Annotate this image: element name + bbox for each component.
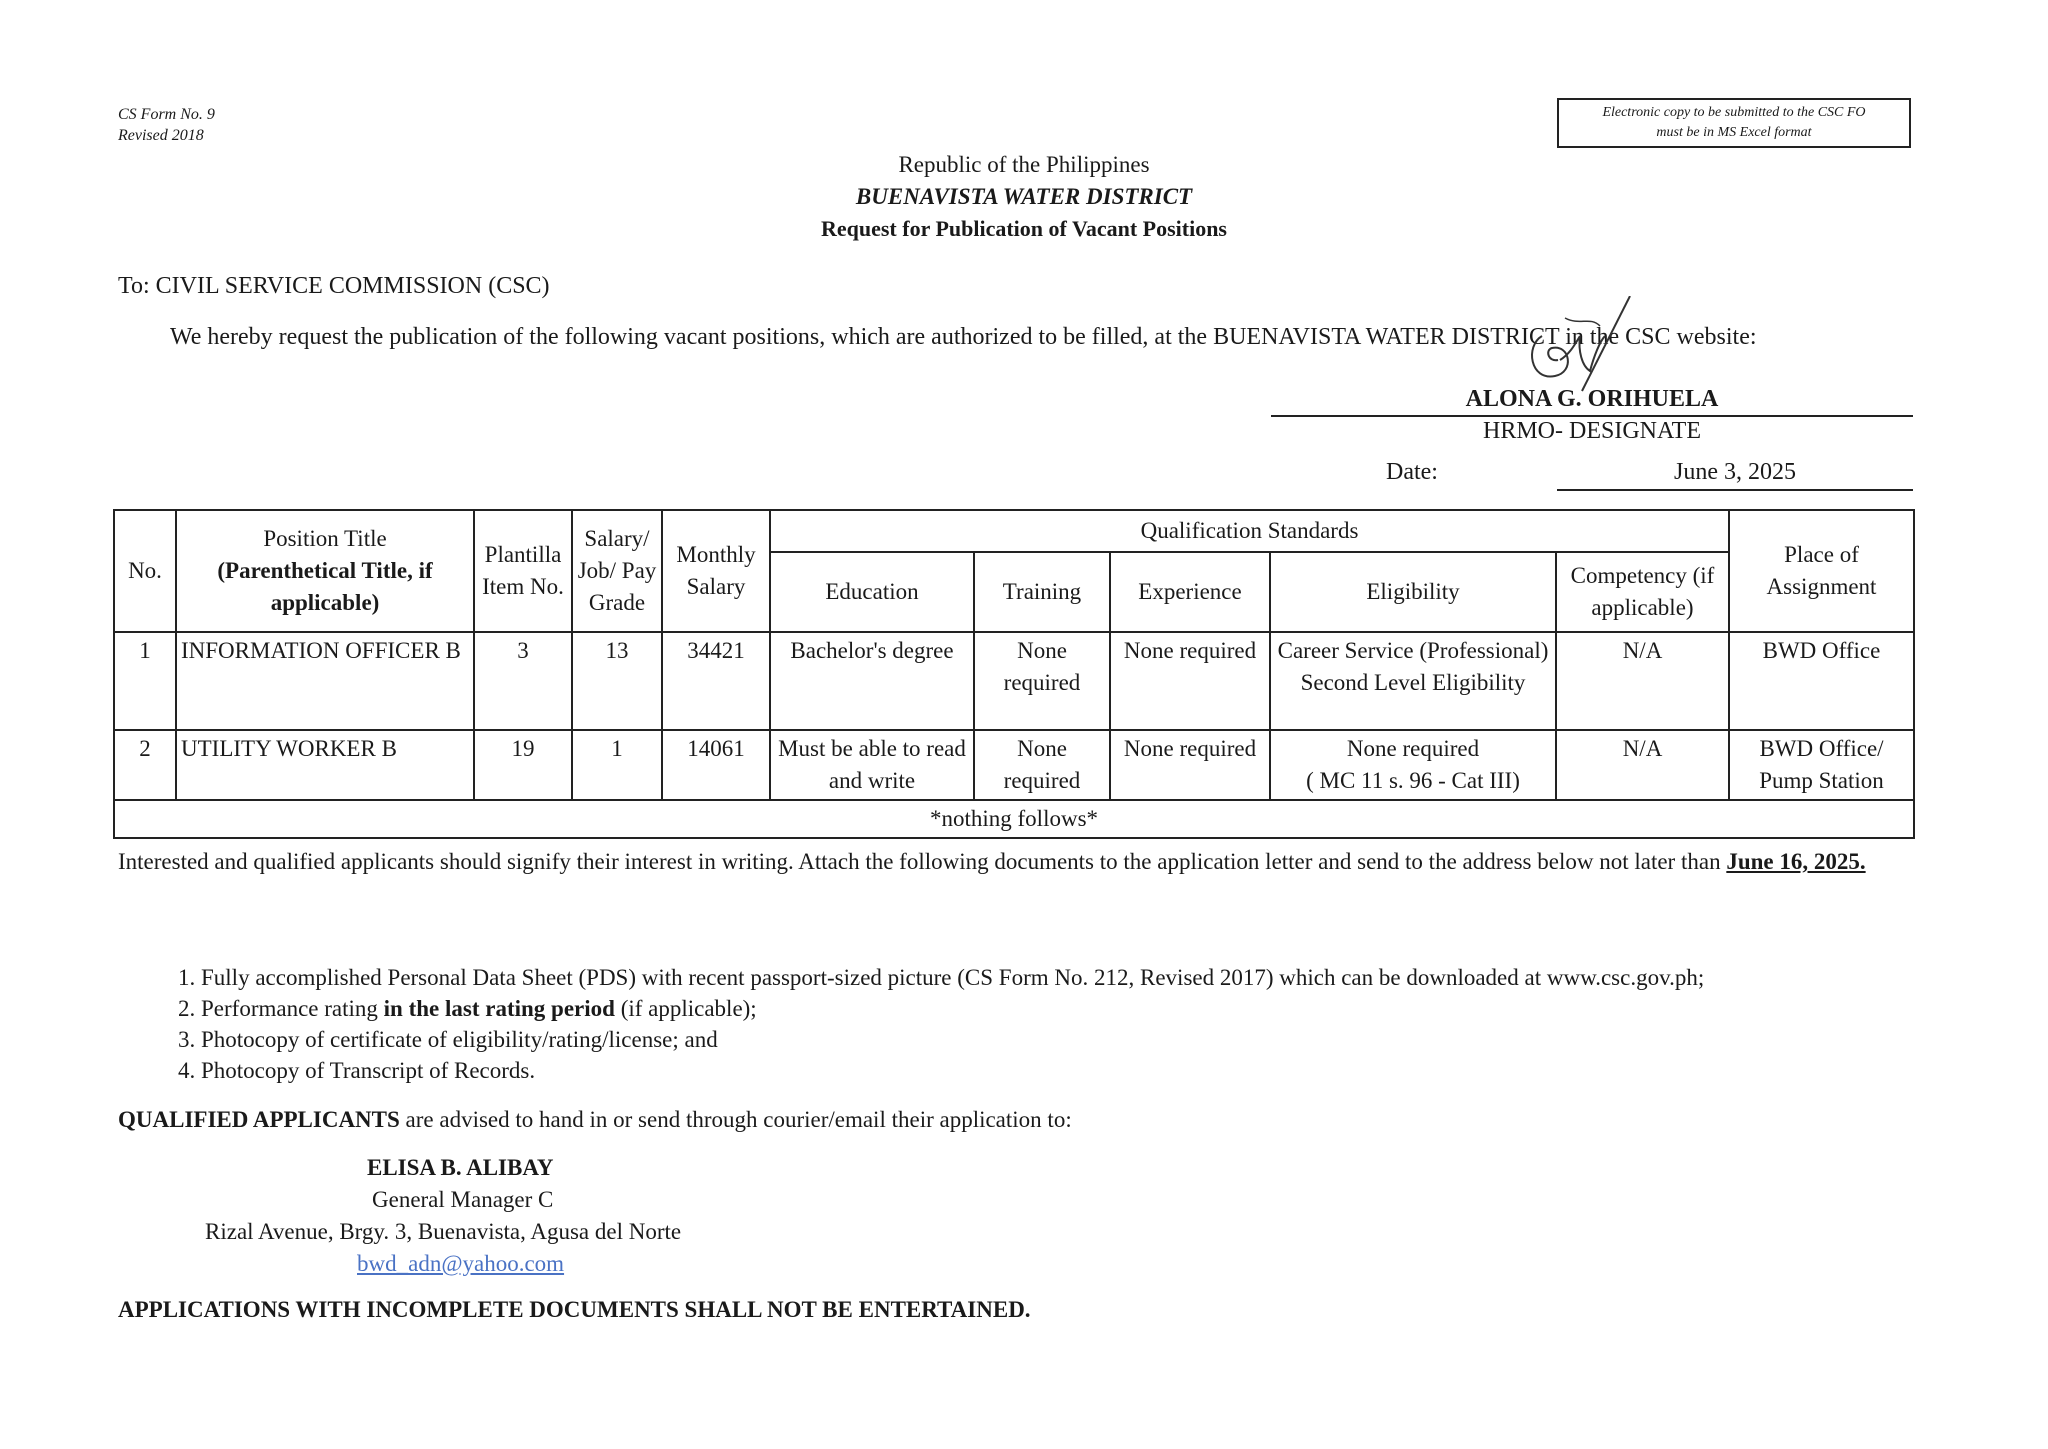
row-eligibility (1270, 730, 1556, 800)
contact-name: ELISA B. ALIBAY (367, 1155, 554, 1180)
instructions-text: Interested and qualified applicants should signify their interest in writing. Attach the following documents to the application letter and send to the address below not later than (118, 849, 1721, 874)
header-education: Education (770, 552, 974, 632)
list-item-text: (if applicable); (614, 996, 757, 1021)
instructions-paragraph (118, 845, 1918, 878)
header-monthly-salary: Monthly Salary (662, 510, 770, 632)
table-row (114, 730, 1914, 800)
date-label: Date: (1386, 459, 1438, 485)
electronic-copy-note (1557, 98, 1911, 148)
row-experience: None required (1110, 730, 1270, 800)
signatory-name: ALONA G. ORIHUELA (1465, 386, 1719, 412)
row-salary: 14061 (662, 730, 770, 800)
header-plantilla: Plantilla Item No. (474, 510, 572, 632)
header-competency: Competency (if applicable) (1556, 552, 1729, 632)
row-training: None required (974, 730, 1110, 800)
addressee: To: CIVIL SERVICE COMMISSION (CSC) (118, 273, 550, 299)
row-place: BWD Office/ Pump Station (1729, 730, 1914, 800)
row-no: 1 (114, 632, 176, 730)
deadline: June 16, 2025. (1726, 849, 1866, 874)
row-eligibility-line2: ( MC 11 s. 96 - Cat III) (1306, 768, 1520, 793)
list-item (178, 993, 1704, 1024)
table-footer-row (114, 800, 1914, 838)
nothing-follows: *nothing follows* (114, 800, 1914, 838)
table-header-row (114, 510, 1914, 552)
form-number: CS Form No. 9 (118, 106, 215, 123)
header-eligibility: Eligibility (1270, 552, 1556, 632)
header-parenthetical: (Parenthetical Title, if applicable) (217, 558, 433, 615)
incomplete-documents-warning: APPLICATIONS WITH INCOMPLETE DOCUMENTS SHALL NOT BE ENTERTAINED. (118, 1297, 1031, 1322)
request-text: We hereby request the publication of the following vacant positions, which are authorized to be filled, at the BUENAVISTA WATER DISTRICT in the CSC website: (170, 324, 1757, 350)
header-salary-grade: Salary/ Job/ Pay Grade (572, 510, 662, 632)
date-line (1557, 489, 1913, 491)
list-item-bold: in the last rating period (383, 996, 615, 1021)
row-place: BWD Office (1729, 632, 1914, 730)
row-experience: None required (1110, 632, 1270, 730)
qualified-applicants-note (118, 1107, 1072, 1133)
row-plantilla: 19 (474, 730, 572, 800)
qualified-text: are advised to hand in or send through courier/email their application to: (399, 1107, 1072, 1132)
row-salary: 34421 (662, 632, 770, 730)
contact-address: Rizal Avenue, Brgy. 3, Buenavista, Agusa del Norte (205, 1219, 682, 1244)
row-eligibility: Career Service (Professional) Second Level Eligibility (1270, 632, 1556, 730)
signature-line (1271, 415, 1913, 417)
row-education: Bachelor's degree (770, 632, 974, 730)
republic-heading: Republic of the Philippines (898, 152, 1150, 177)
contact-email-link[interactable]: bwd_adn@yahoo.com (357, 1251, 565, 1276)
header-training: Training (974, 552, 1110, 632)
header-qualification-standards: Qualification Standards (770, 510, 1729, 552)
qualified-label: QUALIFIED APPLICANTS (118, 1107, 400, 1132)
table-row (114, 632, 1914, 730)
agency-heading: BUENAVISTA WATER DISTRICT (855, 184, 1193, 209)
header-position-title (176, 510, 474, 632)
signatory-title: HRMO- DESIGNATE (1483, 418, 1701, 444)
header-experience: Experience (1110, 552, 1270, 632)
row-no: 2 (114, 730, 176, 800)
row-grade: 13 (572, 632, 662, 730)
header-place: Place of Assignment (1729, 510, 1914, 632)
electronic-note-line1: Electronic copy to be submitted to the CSC FO (1602, 105, 1866, 120)
list-item-text: 2. Performance rating (178, 996, 384, 1021)
vacant-positions-table (113, 509, 1915, 839)
row-competency: N/A (1556, 730, 1729, 800)
document-title: Request for Publication of Vacant Positions (820, 216, 1227, 241)
date-value: June 3, 2025 (1674, 459, 1796, 485)
list-item: 4. Photocopy of Transcript of Records. (178, 1058, 536, 1083)
row-training: None required (974, 632, 1110, 730)
list-item: 3. Photocopy of certificate of eligibility/rating/license; and (178, 1027, 718, 1052)
row-grade: 1 (572, 730, 662, 800)
electronic-note-line2: must be in MS Excel format (1656, 125, 1812, 140)
row-position: INFORMATION OFFICER B (176, 632, 474, 730)
row-competency: N/A (1556, 632, 1729, 730)
row-position: UTILITY WORKER B (176, 730, 474, 800)
header-position-label: Position Title (263, 526, 387, 551)
row-education: Must be able to read and write (770, 730, 974, 800)
form-revised: Revised 2018 (118, 127, 204, 144)
list-item: 1. Fully accomplished Personal Data Sheet (PDS) with recent passport-sized picture (CS Form No. 212, Revised 2017) which can be downloaded at www.csc.gov.ph; (178, 965, 1705, 990)
contact-position: General Manager C (372, 1187, 554, 1212)
required-documents-list (178, 962, 1704, 1086)
row-plantilla: 3 (474, 632, 572, 730)
header-no: No. (114, 510, 176, 632)
row-eligibility-line1: None required (1346, 736, 1480, 761)
form-number-block (118, 104, 215, 146)
